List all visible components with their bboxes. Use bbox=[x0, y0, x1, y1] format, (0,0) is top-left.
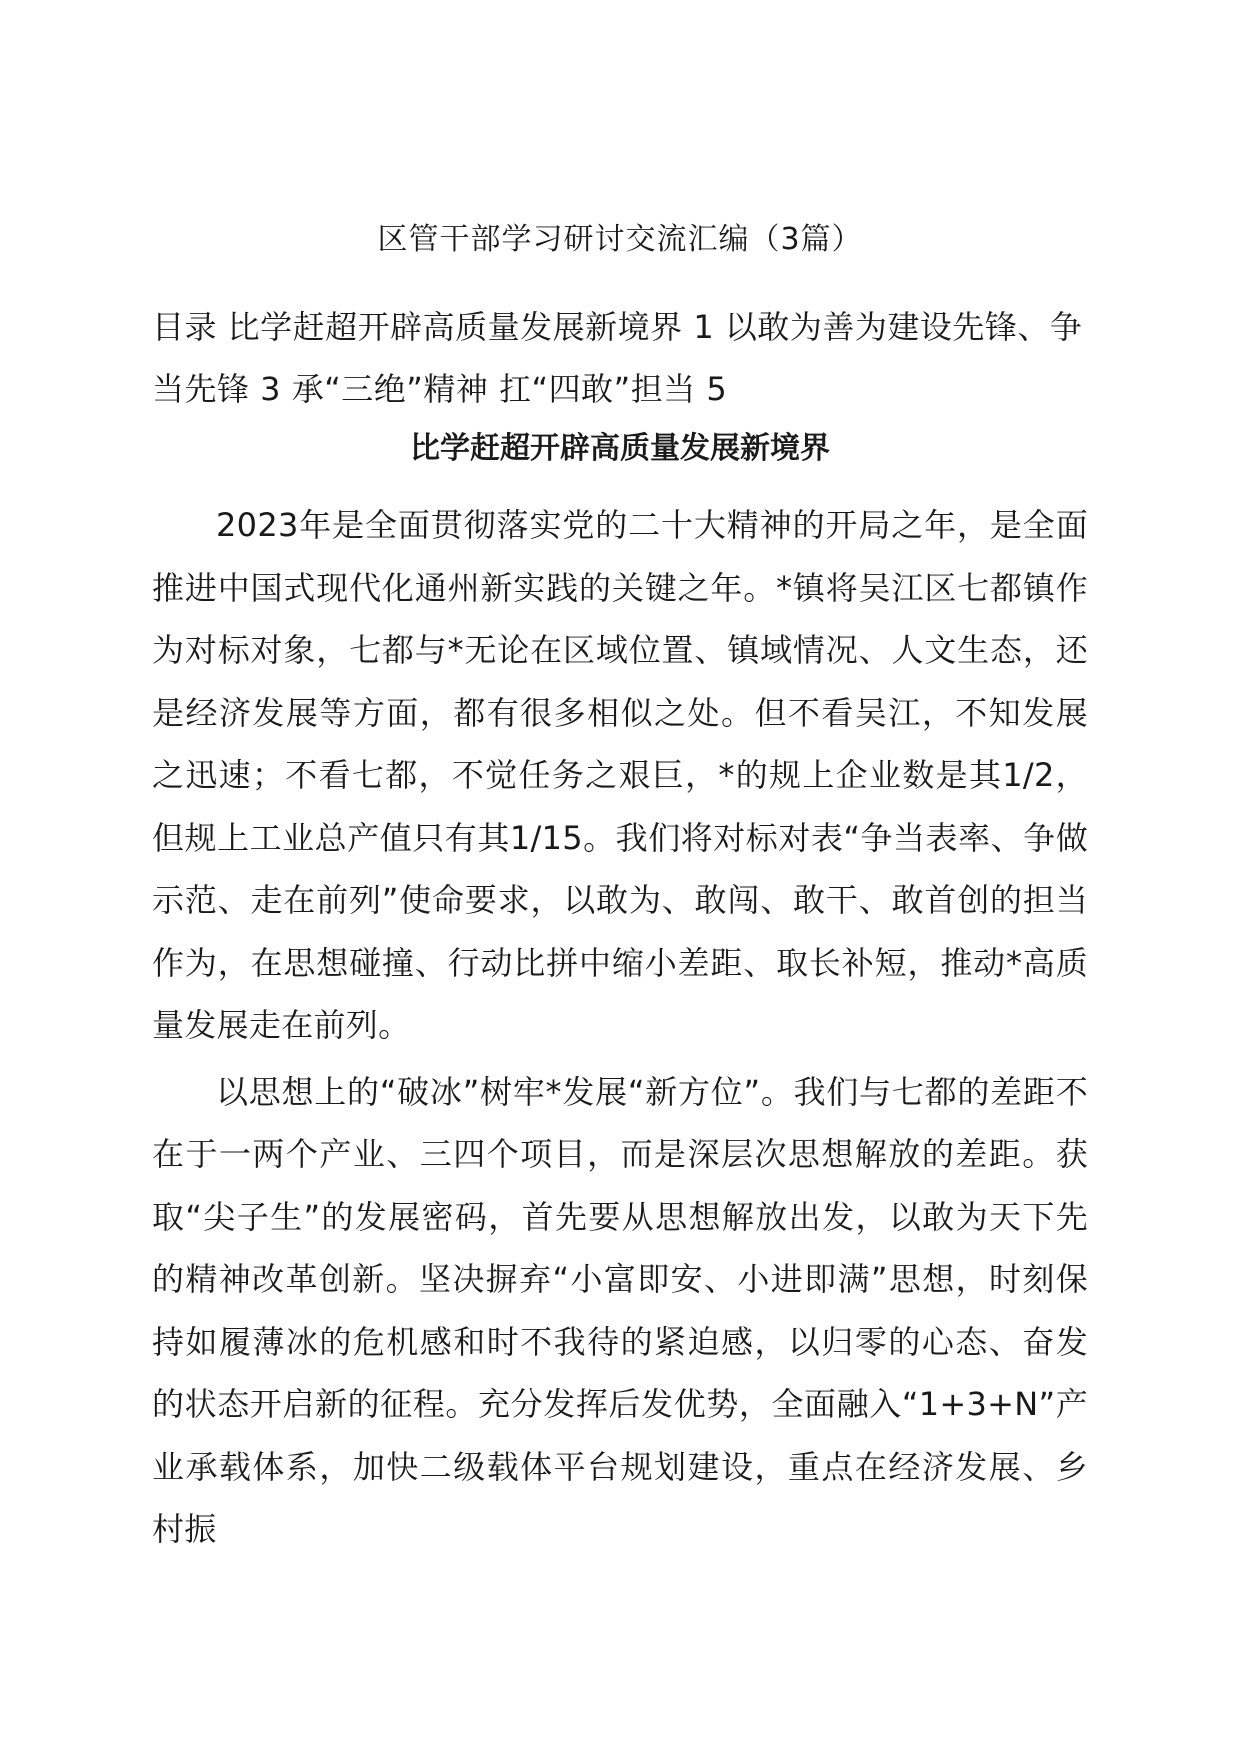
section-heading: 比学赶超开辟高质量发展新境界 bbox=[410, 431, 830, 466]
paragraph-2: 以思想上的“破冰”树牢*发展“新方位”。我们与七都的差距不在于一两个产业、三四个项目，而是深层次思想解放的差距。获取“尖子生”的发展密码，首先要从思想解放出发，以敢为天下先的精神改革创新。坚决摒弃“小富即安、小进即满”思想，时刻保持如履薄冰的危机感和时不我待的紧迫感，以归零的心态、奋发的状态开启新的征程。充分发挥后发优势，全面融入“1+3+N”产业承载体系，加快二级载体平台规划建设，重点在经济发展、乡村振 bbox=[152, 1072, 1088, 1548]
paragraph-1: 2023年是全面贯彻落实党的二十大精神的开局之年，是全面推进中国式现代化通州新实践的关键之年。*镇将吴江区七都镇作为对标对象，七都与*无论在区域位置、镇域情况、人文生态，还是经济发展等方面，都有很多相似之处。但不看吴江，不知发展之迅速；不看七都，不觉任务之艰巨，*的规上企业数是其1/2，但规上工业总产值只有其1/15。我们将对标对表“争当表率、争做示范、走在前列”使命要求，以敢为、敢闯、敢干、敢首创的担当作为，在思想碰撞、行动比拼中缩小差距、取长补短，推动*高质量发展走在前列。 bbox=[152, 506, 1088, 1044]
table-of-contents: 目录 比学赶超开辟高质量发展新境界 1 以敢为善为建设先锋、争当先锋 3 承“三绝”精神 扛“四敢”担当 5 bbox=[152, 308, 1083, 408]
document-title: 区管干部学习研讨交流汇编（3篇） bbox=[377, 222, 863, 257]
body-text bbox=[152, 494, 1088, 1561]
